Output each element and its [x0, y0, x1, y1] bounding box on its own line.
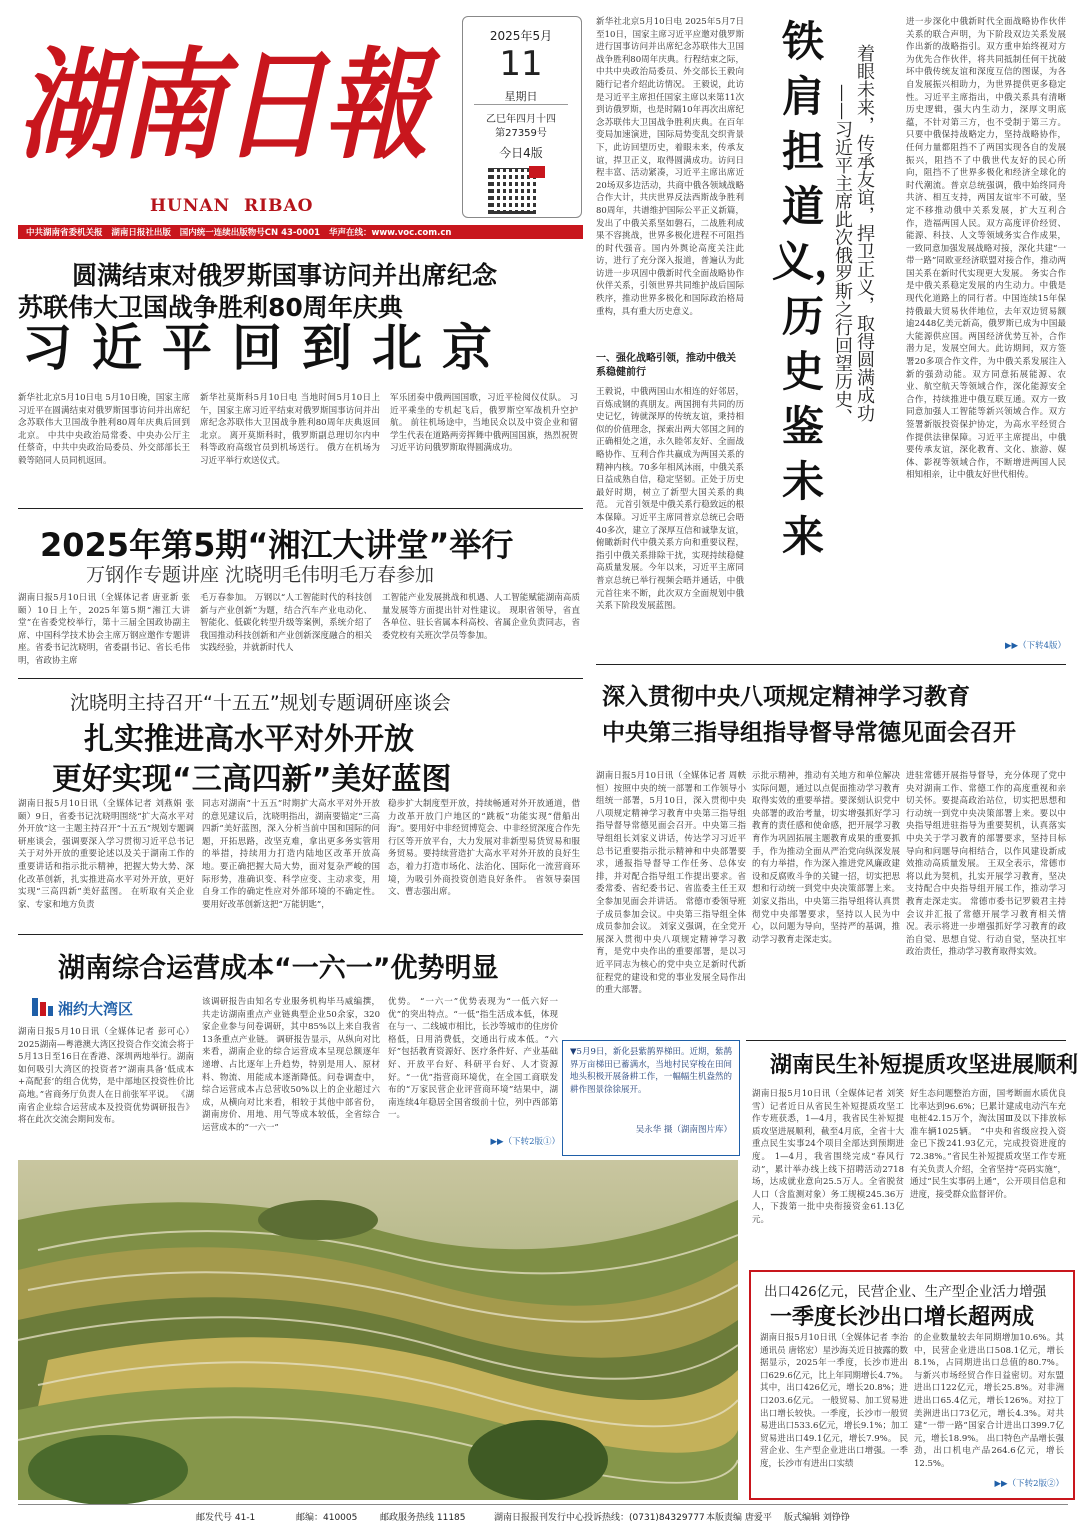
feature-section-head: 一、强化战略引领，推动中俄关系稳健前行 [596, 353, 736, 378]
footer-complaint: 湖南日报报刊发行中心投诉热线：(0731)84329777 [494, 1513, 705, 1523]
divider [18, 508, 583, 509]
masthead-banner: 中共湖南省委机关报 湖南日报社出版 国内统一连续出版物号CN 43-0001 华声在线：www.voc.com.cn [26, 228, 452, 238]
feature-title-char: 道 [781, 182, 824, 231]
feature-title-char: 鉴 [781, 402, 824, 451]
feature-subtitle-1: 着眼未来，传承友谊，捍卫正义，取得圆满成功 [854, 44, 875, 422]
feature-title-char: 历 [781, 292, 824, 341]
date-lunar: 乙巳年四月十四 [486, 114, 556, 125]
divider [596, 664, 1066, 665]
feature-title-char: 未 [781, 457, 824, 506]
feature-title-char: 肩 [781, 72, 824, 121]
footer-hotline: 邮政服务热线 11185 [380, 1513, 466, 1523]
qr-badge [529, 166, 545, 178]
export-col-2: 的企业数量较去年同期增加10.6%。其中，民营企业进出口508.1亿元，增长8.1%，占同期进出口总值的80.7%。 与新兴市场经贸合作日益密切。对东盟进出口122亿元，增长25.8%。对非洲进出口65.4亿元，增长126%。对拉丁美洲进出口73亿元，增长4.3%。对共建“一带一路”国家合计进出口399.7亿元，增长18.9%。 出口特色产品增长强劲，出口机电产品264.6亿元，增长12.5%。 [914, 1333, 1064, 1469]
footer-editor: 本版责编 唐爱平 [706, 1513, 772, 1523]
masthead [0, 0, 595, 245]
open-col-3: 稳步扩大制度型开放，持续畅通对外开放通道，借力改革开放门户地区的“跳板”功能实现“借船出海”。要用好中非经贸博览会、中非经贸深度合作先行区等开放平台，大力发展对非新型易货贸易和服务贸易。要持续营造扩大高水平对外开放的良好生态，着力打造市场化、法治化、国际化一流营商环境，为吸引外商投资创造良好条件。 省领导秦国文、曹志强出席。 [388, 799, 580, 898]
footer-postal-code: 邮发代号 41-1 [196, 1513, 256, 1523]
masthead-pinyin: HUNAN RIBAO [150, 196, 314, 216]
inspection-col-1: 湖南日报5月10日讯（全媒体记者 周帙恒）按照中央的统一部署和工作领导小组统一部署，5月10日，深入贯彻中央八项规定精神学习教育中央第三指导组指导督导常德见面会召开。中央第三指导组组长刘家义讲话，传达学习习近平总书记重要指示批示精神和中央部署要求，通报指导督导工作任务、总体安排，并对配合指导组工作提出要求。省委常委、省纪委书记、省监委主任王双全参加见面会并讲话。 常德市委领导班子成员参加会议。中央第三指导组全体成员参加会议。 刘家义强调，在全党开展深入贯彻中央八项规定精神学习教育，是党中央作出的重要部署，是以习近平同志为核心的党中央立足新时代新征程党的建设和党的事业发展全局作出的重大部署。 [596, 771, 746, 996]
open-title-1: 扎实推进高水平对外开放 [84, 722, 414, 757]
cost-col-1: 湖南日报5月10日讯（全媒体记者 彭可心）2025湖南—粤港澳大湾区投资合作交流会将于5月13日至16日在香港、深圳两地举行。湖南如何吸引大湾区的投资者?“湖南具备‘低成本+高配套’的组合优势，是中部地区投资性价比高地。”省商务厅负责人在日前张军平说。 《湖南省企业综合运营成本及投资优势调研报告》将在此次交流会期间发布。 [18, 1027, 194, 1126]
feature-title-char: 来 [781, 512, 824, 561]
lead-col-1: 新华社北京5月10日电 5月10日晚，国家主席习近平在圆满结束对俄罗斯国事访问并出席纪念苏联伟大卫国战争胜利80周年庆典后回到北京。 中共中央政治局常委、中央办公厅主任蔡奇，中共中央政治局委员、外交部部长王毅等陪同人员同机返回。 [18, 393, 190, 466]
photo-credit: 吴永华 摄（湖南图片库） [635, 1125, 732, 1135]
inspection-title-2: 中央第三指导组指导督导常德见面会召开 [602, 720, 1016, 746]
open-col-1: 湖南日报5月10日讯（全媒体记者 刘燕娟 张颐）9日，省委书记沈晓明围绕“扩大高水平对外开放”这一主题主持召开“十五五”规划专题调研座谈会，强调要深入学习贯彻习近平总书记关于对外开放的重要论述以及关于湖南工作的重要讲话和指示批示精神，把握大势大势、深化改革创新，扎实推进高水平对外开放，更好实现“三高四新”美好蓝图。 在听取有关企业家、专家和地方负责 [18, 799, 194, 910]
feature-title-char: 担 [781, 127, 824, 176]
divider [746, 1040, 1066, 1041]
cost-title: 湖南综合运营成本“一六一”优势明显 [58, 953, 499, 984]
lead-col-2: 新华社莫斯科5月10日电 当地时间5月10日上午，国家主席习近平结束对俄罗斯国事访问并出席纪念苏联伟大卫国战争胜利80周年庆典返回北京。 离开莫斯科时，俄罗斯副总理切尔内申科等政府高级官员到机场送行。 俄方在机场为习近平举行欢送仪式。 [200, 393, 380, 466]
xiangjiang-col-2: 毛万春参加。 万钢以“人工智能时代的科技创新与产业创新”为题，结合汽车产业电动化、智能化、低碳化转型升级等案例，系统介绍了我国推动科技创新和产业创新深度融合的相关实践经验，并就新时代人 [200, 593, 372, 654]
lead-col-3: 军乐团奏中俄两国国歌，习近平检阅仪仗队。 习近平乘坐的专机起飞后，俄罗斯空军战机升空护航。 前往机场途中，当地民众以及中资企业和留学生代表在道路两旁挥舞中俄两国国旗，热烈祝贺习近平访问俄罗斯取得圆满成功。 [390, 393, 578, 454]
date-year-month: 2025年5月 [489, 29, 553, 43]
inspection-col-3: 进驻常德开展指导督导，充分体现了党中央对湖南工作、常德工作的高度重视和亲切关怀。要提高政治站位，切实把思想和行动统一到党中央决策部署上来。要以中央指导组进驻指导为重要契机，认真落实中央关于学习教育的部署要求，坚持目标导向和问题导向相结合，以作风建设新成效推动高质量发展。 王双全表示，常德市将以此为契机，扎实开展学习教育，坚决支持配合中央指导组开展工作，推动学习教育走深走实。 常德市委书记罗毅君主持会议并汇报了常德开展学习教育相关情况。表示将进一步增强抓好学习教育的政治自觉、思想自觉、行动自觉，坚决扛牢政治责任，推动学习教育取得实效。 [906, 771, 1066, 958]
xiangjiang-subtitle: 万钢作专题讲座 沈晓明毛伟明毛万春参加 [86, 564, 435, 586]
open-kicker: 沈晓明主持召开“十五五”规划专题调研座谈会 [70, 692, 451, 714]
open-title-2: 更好实现“三高四新”美好蓝图 [52, 762, 452, 797]
date-day: 11 [499, 44, 543, 84]
photo-jump: ▶▶（下转2版①） [490, 1137, 560, 1147]
masthead-logo: 湖南日報 [18, 34, 427, 176]
feature-body-2: 王毅说，中俄两国山水相连的好邻居，百炼成钢的真朋友。两国拥有共同的历史记忆，铸就深厚的传统友谊，秉持相似的价值理念，探索出两大邻国之间的正确相处之道，永久睦邻友好、全面战略协作、互利合作共赢成为两国关系的精神内核。70多年相风沐雨，中俄关系日益成熟自信，稳定坚韧。正处于历史最好时期，树立了新型大国关系的典范。 元首引领是中俄关系行稳致远的根本保障。习近平主席同普京总统已会晤40多次，建立了深厚互信和诚挚友谊，俯瞰新时代中俄关系方向和重要议程，指引中俄关系排除干扰，实现持续稳健高质量发展。今年以来，习近平主席同普京总统已举行视频会晤并通话，中俄元首往来不断，此次双方全面规划中俄关系下阶段发展蓝图。 [596, 387, 744, 612]
cost-col-2: 该调研报告由知名专业服务机构毕马威编撰，共走访湖南重点产业链典型企业50余家，320家企业参与问卷调研，其中85%以上来自我省13条重点产业链。 调研报告显示，从纵向对比来看，湖南企业的综合运营成本呈现总额逐年递增、占比逐年上升趋势，特别是用人、原材料、物流、用能成本逐渐降低。问卷调查中，综合运营成本占总营收50%以上的企业超过六成，从横向对比来看，相较于其他中部省份，湖南房价、用地、用气等成本较低，全省综合运营成本的“一六一” [202, 997, 380, 1133]
xiangjiang-col-1: 湖南日报5月10日讯（全媒体记者 唐亚新 张颐）10日上午，2025年第5期“湘江大讲堂”在省委党校举行，第十三届全国政协副主席、中国科学技术协会主席万钢应邀作专题讲座。省委书记沈晓明，省委副书记、省长毛伟明，省政协主席 [18, 593, 190, 666]
date-issue: 第27359号 [495, 128, 547, 139]
export-col-1: 湖南日报5月10日讯（全媒体记者 李治 通讯员 唐铭宏）星沙海关近日披露的数据显示，2025年一季度，长沙市进出口629.6亿元，比上年同期增长4.7%。其中，出口426亿元，增长20.8%；进口203.6亿元。 一般贸易、加工贸易进出口增长较快。一季度，长沙市一般贸易进出口533.6亿元，增长9.1%；加工贸易进出口49.1亿元，增长7.9%。 民营企业、生产型企业进出口增强。一季度，长沙市有进出口实绩 [760, 1333, 908, 1469]
lead-subhead-2: 苏联伟大卫国战争胜利80周年庆典 [18, 293, 403, 322]
feature-title-char: 史 [781, 347, 824, 396]
inspection-title-1: 深入贯彻中央八项规定精神学习教育 [602, 684, 970, 710]
footer-rule [18, 1504, 1068, 1505]
open-col-2: 同志对湖南“十五五”时期扩大高水平对外开放的意见建议后，沈晓明指出，湖南要锚定“三高四新”美好蓝图，深入分析当前中国和国际的问题，开拓思路，改坚克难，拿出更多务实管用的举措，持续用力打造内陆地区改革开放高地。要正确把握大局大势，面对复杂严峻的国际形势，准确识变、科学应变、主动求变，用自身工作的确定性应对外部环境的不确定性。要用好改革创新这把“万能钥匙”， [202, 799, 380, 910]
inspection-col-2: 示批示精神，推动有关地方和单位解决实际问题，通过以点促面推动学习教育取得实效的重要举措。要深刻认识党中央部署的政治考量，切实增强抓好学习教育的责任感和使命感，把开展学习教育作为巩固拓展主题教育成果的重要抓手，作为推动全面从严治党向纵深发展的有力举措，作为深入推进党风廉政建设和反腐败斗争的关键一招，切实把思想和行动统一到党中央决策部署上来。 刘家义指出，中央第三指导组将认真贯彻党中央部署要求，坚持以人民为中心，以问题为导向，坚持严的基调，推动学习教育走深走实。 [752, 771, 900, 945]
footer-zip: 邮编：410005 [296, 1513, 358, 1523]
feature-far-right-cont [866, 352, 1066, 634]
feature-jump: ▶▶（下转4版） [1005, 641, 1066, 651]
divider [18, 934, 583, 935]
date-weekday: 星期日 [504, 90, 538, 103]
footer-layout-editor: 版式编辑 刘铮铮 [784, 1513, 850, 1523]
feature-far-right: 进一步深化中俄新时代全面战略协作伙伴关系的联合声明，为下阶段双边关系发展作出新的战略指引。双方重申始终视对方为优先合作伙伴，将共同抵制任何干扰破坏中俄传统友谊和深度互信的图谋，为各自发展振兴相助力，为世界提供更多稳定性。习近平主席指出，中俄关系具有清晰历史逻辑，强大内生动力，深厚文明底蕴，不针对第三方，也不受制于第三方。只要中俄保持战略定力，坚持战略协作，任何力量都阻挡不了两国实现各自的发展振兴，阻挡不了中俄世代友好的民心所向，阻挡不了世界多极化和经济全球化的时代潮流。普京总统强调，俄中始终同舟共济、相互支持，两国友谊牢不可破，坚定不移推动俄中关系发展，扩大互利合作，造福两国人民。双方高度评价经贸、能源、科技、人文等领域务实合作成果，一致同意加强发展战略对接，深化共建“一带一路”同欧亚经济联盟对接合作，推动两国关系在新时代实现更大发展。 务实合作是中俄关系稳定发展的内生动力。中俄是现代化道路上的同行者。中国连续15年保持俄最大贸易伙伴地位，去年双边贸易额逾2448亿美元新高，俄罗斯已成为中国最大能源供应国。两国经济优势互补，合作潜力足，发展空间大。此访期间，双方签署20多项合作文件，为中俄关系发展注入新的强劲动能。双方同意拓展能源、农业、航空航天等领域合作，深化能源安全合作，持续推进中俄互联互通。双方一致同意加强人工智能等新兴领域合作。双方签署新版投资保护协定，为高水平经贸合作提供法律保障。习近平主席提出，中俄要传承友谊，深化教育、文化、旅游、媒体、影视等领域合作，不断增进两国人民相知相亲，让中俄友好世代相传。 [906, 17, 1066, 481]
cost-col-3: 优势。 “一六一”优势表现为“一低六好一优”的突出特点。“一低”指生活成本低，体现在与一、二线城市相比，长沙等城市的住房价格低，日用消费低，交通出行成本低。“六好”包括教育资源好、医疗条件好、产业基础好、开放平台好、科研平台好、人才资源好。“一优”指营商环境优，在全国工商联发布的“万家民营企业评营商环境”结果中，湖南连续4年稳居全国省级前十位，列中西部第一。 [388, 997, 559, 1121]
lead-subhead-1: 圆满结束对俄罗斯国事访问并出席纪念 [72, 261, 498, 290]
livelihood-col-1: 湖南日报5月10日讯（全媒体记者 刘笑雪）记者近日从省民生补短提质攻坚工作专班获悉，1—4月，我省民生补短提质攻坚进展顺利，截至4月底，全省十大重点民生实事24个项目全部达到预期进度。 1—4月，我省围绕完成“春风行动”，累计举办线上线下招聘活动2718场，达成就业意向25.5万人。全省脱贫人口（含监测对象）务工规模245.36万人，下拨第一批中央衔接资金61.13亿元。 [752, 1089, 904, 1225]
xiangjiang-title: 2025年第5期“湘江大讲堂”举行 [40, 526, 514, 564]
lead-title: 习近平回到北京 [22, 319, 512, 377]
date-pages: 今日4版 [499, 146, 543, 160]
feature-subtitle-2: ——习近平主席此次俄罗斯之行回望历史、 [832, 84, 853, 426]
livelihood-title: 湖南民生补短提质攻坚进展顺利 [770, 1053, 1079, 1078]
xiangjiang-col-3: 工智能产业发展挑战和机遇、人工智能赋能湖南高质量发展等方面提出针对性建议。 现职省领导，省直各单位、驻长省属本科高校、省属企业负责同志，省委党校有关班次学员等参加。 [382, 593, 580, 641]
feature-title-char: 义， [772, 237, 857, 286]
export-kicker: 出口426亿元，民营企业、生产型企业活力增强 [764, 1284, 1047, 1300]
divider [18, 678, 583, 679]
xiangyue-logo-icon [30, 996, 54, 1018]
terrace-photo-art [18, 1160, 738, 1500]
xiangyue-logo-label: 湘约大湾区 [58, 1000, 134, 1018]
terrace-photo [18, 1160, 738, 1500]
livelihood-col-2: 好生态问题整治方面，国考断面水质优良比率达到96.6%；巳累计建成电动汽车充电桩42.15万个，淘汰国Ⅲ及以下排放标准车辆1025辆。 “中央和省级应投入资金已下拨241.93亿元，完成投资进度的72.38%。”省民生补短提质攻坚工作专班有关负责人介绍，全省坚持“亮码实施”，通过“民生实事码上通”，公开项目信息和进度，接受群众监督评价。 [910, 1089, 1066, 1200]
export-title: 一季度长沙出口增长超两成 [770, 1305, 1035, 1330]
export-jump: ▶▶（下转2版②） [994, 1479, 1064, 1489]
feature-dateline: 新华社北京5月10日电 2025年5月7日至10日，国家主席习近平应邀对俄罗斯进行国事访问并出席纪念苏联伟大卫国战争胜利80周年庆典。行程结束之际，中共中央政治局委员、外交部长王毅向随行记者介绍此访情况。 王毅说，此访是习近平主席担任国家主席以来第11次到访俄罗斯，也是时隔10年再次出席纪念苏联伟大卫国战争胜利庆典。在百年变局加速演进，国际局势变乱交织背景下，此访回望历史，着眼未来，传承友谊，捍卫正义，取得圆满成功。访问日程丰富、活动紧凑，习近平主席出席近20场双多边活动，共商中俄各领域战略合作大计，共庆世界反法西斯战争胜利80周年，共谱维护国际公平正义新篇，发出了中俄关系坚如磐石，二战胜利成果不容挑战，世界多极化进程不可阻挡的时代强音。国内外舆论高度关注此访，进行了充分深入报道，普遍认为此访进一步巩固中俄新时代全面战略协作伙伴关系，引领世界共同维护战后国际秩序，推动世界多极化和国际政治格局重构，具有重大历史意义。 [596, 17, 744, 317]
photo-caption: ▼5月9日，新化县紫鹊界梯田。近期，紫鹊界万亩梯田已蓄满水，当地村民穿梭在田间地头积极开展备耕工作，一幅幅生机盎然的耕作图景徐徐展开。 [570, 1047, 732, 1095]
feature-title-char: 铁 [781, 17, 824, 66]
date-divider [474, 104, 568, 105]
